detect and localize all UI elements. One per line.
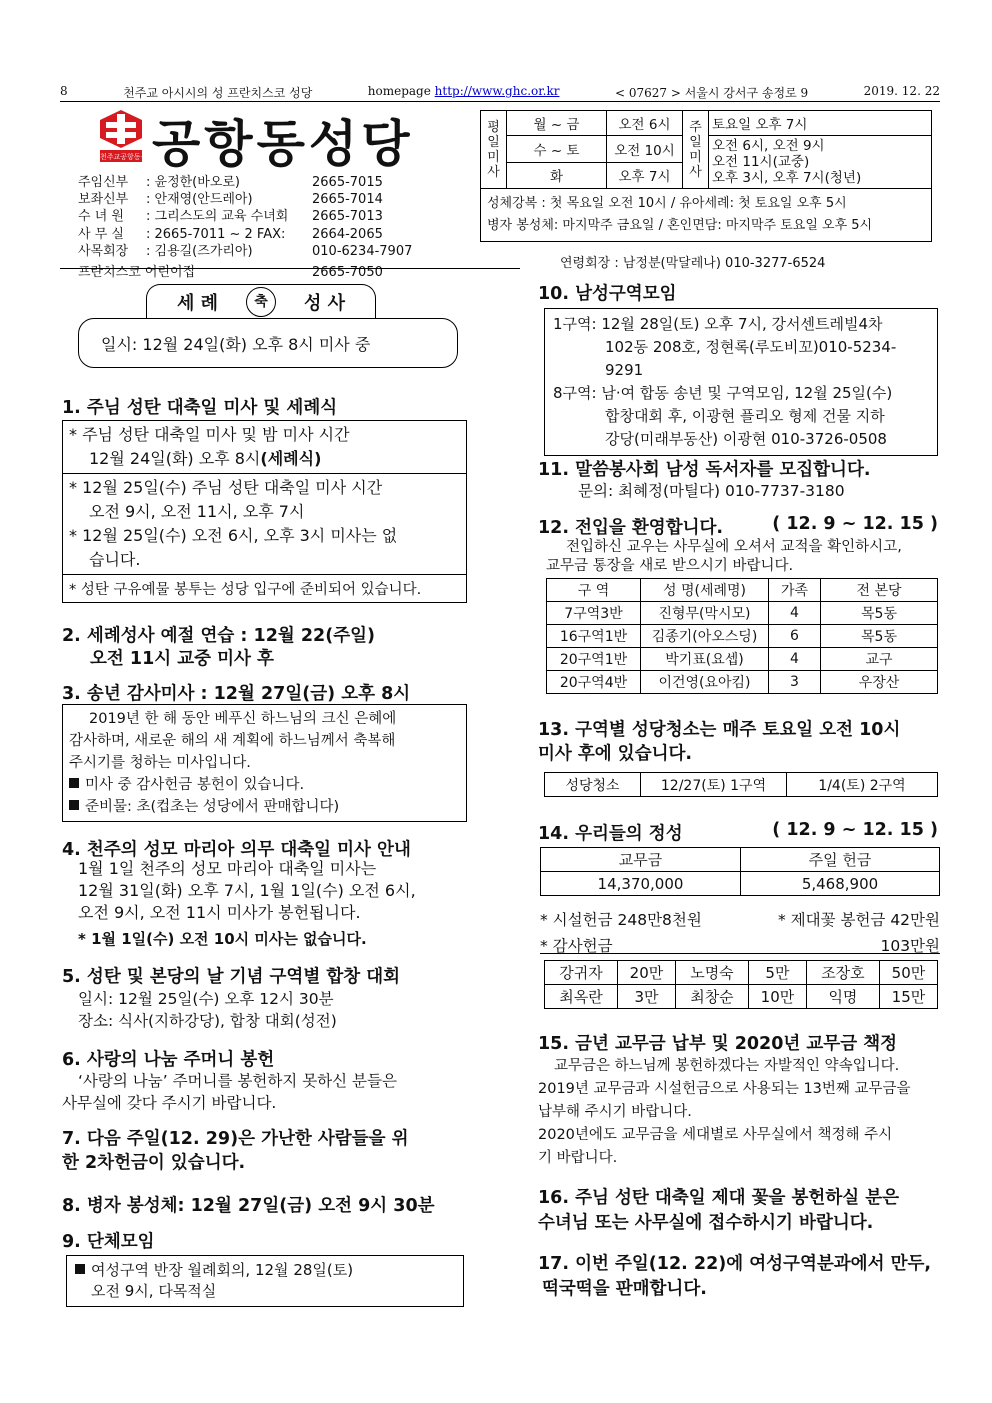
section-4-line: 1월 1일 천주의 성모 마리아 대축일 미사는 xyxy=(78,859,377,878)
mass-notice: * 12월 25일(수) 오전 6시, 오후 3시 미사는 없 xyxy=(69,526,398,545)
section-7-line: 7. 다음 주일(12. 29)은 가난한 사람들을 위 xyxy=(62,1129,409,1149)
section-7 xyxy=(62,1127,409,1175)
sunday-mass-time: 토요일 오후 7시 xyxy=(709,111,932,136)
section-15-line: 2019년 교무금과 시설헌금으로 사용되는 13번째 교무금을 xyxy=(538,1081,911,1097)
section-13-line: 미사 후에 있습니다. xyxy=(538,744,693,764)
weekday-mass-label: 평일미사 xyxy=(481,111,507,189)
thanks-offering-label: * 감사헌금 xyxy=(540,937,613,955)
baptism-title-a: 세 례 xyxy=(176,292,218,314)
section-16-line: 수녀님 또는 사무실에 접수하시기 바랍니다. xyxy=(538,1213,874,1233)
baptism-title xyxy=(146,284,376,318)
cleaning-cell: 1/4(토) 2구역 xyxy=(787,773,938,797)
mass-day: 수 ~ 토 xyxy=(507,136,607,163)
mass-notice: 습니다. xyxy=(89,550,141,569)
section-3-title: 3. 송년 감사미사 : 12월 27일(금) 오후 8시 xyxy=(62,684,411,704)
table-header: 전 본당 xyxy=(821,579,938,602)
sunday-mass-times: 오전 6시, 오전 9시 오전 11시(교중) 오후 3시, 오후 7시(청년) xyxy=(709,136,932,189)
table-row: 20구역1반 박기표(요셉) 4 교구 xyxy=(547,648,938,671)
section-3-line: 2019년 한 해 동안 베푸신 하느님의 크신 은혜에 xyxy=(89,711,397,727)
section-15-title: 15. 금년 교무금 납부 및 2020년 교무금 책정 xyxy=(538,1034,898,1054)
header-line xyxy=(60,84,940,101)
extra-offerings xyxy=(540,908,940,930)
page-number: 8 xyxy=(60,84,68,98)
section-6-line: 사무실에 갖다 주시기 바랍니다. xyxy=(62,1094,277,1112)
section-4-title: 4. 천주의 성모 마리아 의무 대축일 미사 안내 xyxy=(62,840,411,860)
table-header: 주일 헌금 xyxy=(741,848,940,872)
section-3-box xyxy=(62,704,467,822)
baptism-date: 일시: 12월 24일(화) 오후 8시 미사 중 xyxy=(101,334,371,354)
section-12-line: 교무금 통장을 새로 받으시기 바랍니다. xyxy=(546,558,794,574)
section-16 xyxy=(538,1186,899,1236)
celebration-seal-icon: 축 xyxy=(246,287,276,317)
issue-date: 2019. 12. 22 xyxy=(863,84,940,98)
logo-caption: 천주교공항동성당 xyxy=(100,153,155,161)
section-15-line: 교무금은 하느님께 봉헌하겠다는 자발적인 약속입니다. xyxy=(554,1058,900,1074)
section-3-line: 감사하며, 새로운 해의 새 계획에 하느님께서 축복해 xyxy=(69,733,396,749)
section-15-line: 2020년에도 교무금을 세대별로 사무실에서 책정해 주시 xyxy=(538,1127,893,1143)
meeting-line: 오전 9시, 다목적실 xyxy=(91,1282,217,1300)
section-9-box xyxy=(66,1255,464,1307)
homepage-link[interactable]: http://www.ghc.or.kr xyxy=(434,84,560,98)
section-6-title: 6. 사랑의 나눔 주머니 봉헌 xyxy=(62,1050,275,1070)
newcomers-table xyxy=(546,578,938,694)
section-5-line: 일시: 12월 25일(수) 오후 12시 30분 xyxy=(78,990,334,1008)
section-4-note: * 1월 1일(수) 오전 10시 미사는 없습니다. xyxy=(78,930,367,948)
mass-notice: 12월 24일(화) 오후 8시 xyxy=(89,449,261,468)
cleaning-cell: 성당청소 xyxy=(545,773,641,797)
section-14-period: ( 12. 9 ~ 12. 15 ) xyxy=(772,820,938,840)
sacrament-note: 병자 봉성체: 마지막주 금요일 / 혼인면담: 마지막주 토요일 오후 5시 xyxy=(487,218,873,233)
section-16-line: 16. 주님 성탄 대축일 제대 꽃을 봉헌하실 분은 xyxy=(538,1188,900,1208)
section-6-line: ‘사랑의 나눔’ 주머니를 봉헌하지 못하신 분들은 xyxy=(78,1072,397,1090)
header-divider xyxy=(60,268,520,269)
section-15-line: 기 바랍니다. xyxy=(538,1150,618,1166)
mass-notice: 오전 9시, 오전 11시, 오후 7시 xyxy=(89,502,305,521)
table-row: 7구역3반 진형무(막시모) 4 목5동 xyxy=(547,602,938,625)
mass-day: 월 ~ 금 xyxy=(507,111,607,136)
staff-row: 사목회장 : 김용길(즈가리아) 010-6234-7907 xyxy=(78,243,413,259)
mass-time: 오후 7시 xyxy=(607,162,683,189)
section-12-body xyxy=(546,538,942,576)
baptism-box xyxy=(78,318,458,368)
offering-value: 14,370,000 xyxy=(541,872,741,896)
men-group-line: 강당(미래부동산) 이광현 010-3726-0508 xyxy=(605,430,887,448)
sacrament-notes xyxy=(480,189,932,242)
sacrament-note: 성체강복 : 첫 목요일 오전 10시 / 유아세례: 첫 토요일 오후 5시 xyxy=(487,196,847,211)
section-5-line: 장소: 식사(지하강당), 합창 대회(성전) xyxy=(78,1012,337,1030)
section-5-title: 5. 성탄 및 본당의 날 기념 구역별 합창 대회 xyxy=(62,967,401,987)
table-row: 강귀자 20만 노명숙 5만 조장호 50만 xyxy=(545,961,938,985)
section-12-heading: 12. 전입을 환영합니다. xyxy=(538,518,724,538)
bullet-icon xyxy=(69,778,79,788)
header-rule xyxy=(60,101,940,102)
mass-notice: * 12월 25일(수) 주님 성탄 대축일 미사 시간 xyxy=(69,478,383,497)
donors-table xyxy=(544,960,938,1009)
thanks-rule xyxy=(540,953,940,954)
meeting-line: 여성구역 반장 월례회의, 12월 28일(토) xyxy=(91,1261,354,1279)
table-row: 최옥란 3만 최창순 10만 익명 15만 xyxy=(545,985,938,1009)
section-14-title xyxy=(538,820,938,845)
sunday-mass-label: 주일미사 xyxy=(683,111,709,189)
section-10-box xyxy=(544,308,938,456)
mass-time: 오전 10시 xyxy=(607,136,683,163)
funeral-committee: 연령회장 : 남정분(막달레나) 010-3277-6524 xyxy=(560,256,826,271)
section-9-title: 9. 단체모임 xyxy=(62,1232,155,1252)
section-12-line: 전입하신 교우는 사무실에 오셔서 교적을 확인하시고, xyxy=(566,539,902,555)
section-17-line: 떡국떡을 판매합니다. xyxy=(542,1279,707,1299)
men-group-line: 합창대회 후, 이광현 플리오 형제 건물 지하 xyxy=(605,407,885,425)
baptism-tag: (세례식) xyxy=(260,449,322,468)
staff-list xyxy=(78,174,413,281)
cleaning-table xyxy=(544,772,938,797)
staff-row: 사 무 실 : 2665-7011 ~ 2 FAX: 2664-2065 xyxy=(78,226,383,242)
bullet-icon xyxy=(75,1264,85,1274)
section-17 xyxy=(538,1252,931,1302)
section-13-line: 13. 구역별 성당청소는 매주 토요일 오전 10시 xyxy=(538,720,901,740)
crib-offering-note: * 성탄 구유예물 봉투는 성당 입구에 준비되어 있습니다. xyxy=(69,582,422,598)
section-14-heading: 14. 우리들의 정성 xyxy=(538,824,683,844)
table-header: 성 명(세례명) xyxy=(641,579,769,602)
men-group-line: 1구역: 12월 28일(토) 오후 7시, 강서센트레빌4차 xyxy=(553,315,883,333)
table-header: 가족 xyxy=(769,579,821,602)
table-header: 구 역 xyxy=(547,579,641,602)
staff-row: 수 녀 원 : 그리스도의 교육 수녀회 2665-7013 xyxy=(78,209,383,225)
section-10-title: 10. 남성구역모임 xyxy=(538,284,677,304)
section-5-body xyxy=(78,988,337,1032)
section-4-body xyxy=(78,858,478,950)
section-2-title: 2. 세례성사 예절 연습 : 12월 22(주일) xyxy=(62,626,376,646)
section-2-sub: 오전 11시 교중 미사 후 xyxy=(90,649,274,669)
parish-title: 공항동성당 xyxy=(152,115,414,173)
section-15-body xyxy=(538,1055,944,1170)
section-4-line: 오전 9시, 오전 11시 미사가 봉헌됩니다. xyxy=(78,903,361,922)
staff-row: 프란치스코 어린이집 2665-7050 xyxy=(78,265,383,281)
table-header: 교무금 xyxy=(541,848,741,872)
section-3-line: 주시기를 청하는 미사입니다. xyxy=(69,755,251,771)
section-11-title: 11. 말씀봉사회 남성 독서자를 모집합니다. xyxy=(538,460,871,480)
altar-flower-offering: * 제대꽃 봉헌금 42만원 xyxy=(777,911,940,929)
section-3-bullet: 준비물: 초(컵초는 성당에서 판매합니다) xyxy=(85,799,340,815)
section-6-body xyxy=(62,1070,472,1114)
table-row: 16구역1반 김종기(아오스딩) 6 목5동 xyxy=(547,625,938,648)
mass-notice: * 주님 성탄 대축일 미사 및 밤 미사 시간 xyxy=(69,425,350,444)
men-group-line: 8구역: 남·여 합동 송년 및 구역모임, 12월 25일(수) xyxy=(553,384,893,402)
homepage-label: homepage xyxy=(367,84,431,98)
section-15-line: 납부해 주시기 바랍니다. xyxy=(538,1104,692,1120)
section-1-box xyxy=(62,420,467,603)
mass-day: 화 xyxy=(507,162,607,189)
parish-logo xyxy=(96,108,155,164)
section-11-contact: 문의: 최혜정(마틸다) 010-7737-3180 xyxy=(578,482,845,500)
cleaning-cell: 12/27(토) 1구역 xyxy=(641,773,787,797)
section-8-title: 8. 병자 봉성체: 12월 27일(금) 오전 9시 30분 xyxy=(62,1196,435,1216)
men-group-line: 102동 208호, 정현록(루도비꼬)010-5234-9291 xyxy=(605,338,897,379)
staff-row: 주임신부 : 윤정한(바오로) 2665-7015 xyxy=(78,175,383,190)
mass-time: 오전 6시 xyxy=(607,111,683,136)
section-17-line: 17. 이번 주일(12. 22)에 여성구역분과에서 만두, xyxy=(538,1254,932,1274)
section-3-bullet: 미사 중 감사헌금 봉헌이 있습니다. xyxy=(85,777,305,793)
offering-value: 5,468,900 xyxy=(741,872,940,896)
section-12-title xyxy=(538,514,938,539)
address: < 07627 > 서울시 강서구 송정로 9 xyxy=(614,86,809,100)
section-13 xyxy=(538,718,900,766)
section-1-title: 1. 주님 성탄 대축일 미사 및 세례식 xyxy=(62,398,338,418)
section-7-line: 한 2차헌금이 있습니다. xyxy=(62,1153,246,1173)
bullet-icon xyxy=(69,800,79,810)
section-12-period: ( 12. 9 ~ 12. 15 ) xyxy=(772,514,938,534)
baptism-title-b: 성 사 xyxy=(304,292,346,314)
table-row: 20구역4반 이건영(요아킴) 3 우장산 xyxy=(547,671,938,694)
parish-full-name: 천주교 아시시의 성 프란치스코 성당 xyxy=(123,86,313,100)
offerings-table xyxy=(540,847,940,896)
section-4-line: 12월 31일(화) 오후 7시, 1월 1일(수) 오전 6시, xyxy=(78,881,416,900)
facility-offering: * 시설헌금 248만8천원 xyxy=(540,911,702,929)
thanks-offering-total: 103만원 xyxy=(880,937,940,955)
mass-schedule xyxy=(480,110,932,242)
staff-row: 보좌신부 : 안재영(안드레아) 2665-7014 xyxy=(78,192,383,208)
